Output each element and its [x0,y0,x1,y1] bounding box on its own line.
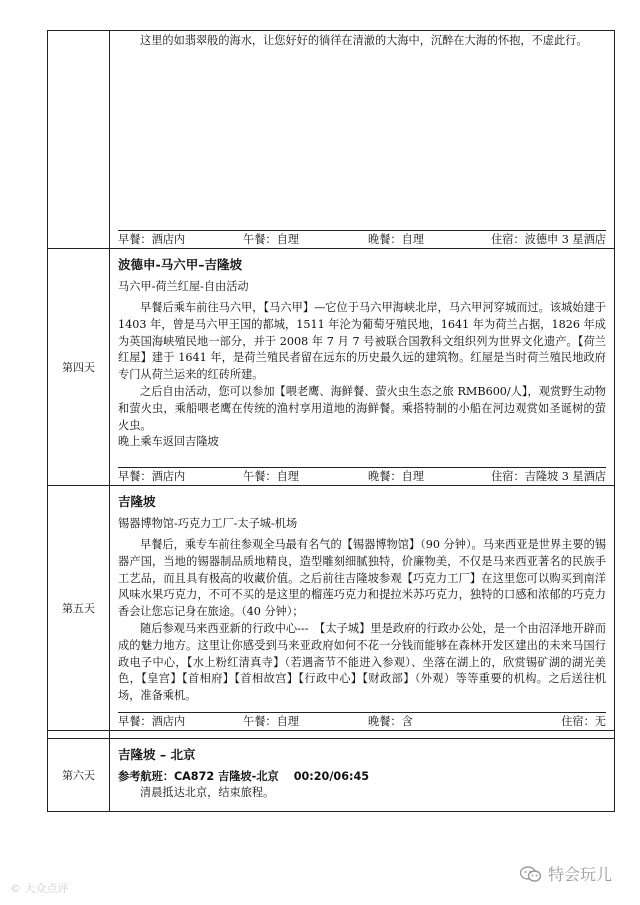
day4-title: 波德申-马六甲–吉隆坡 [118,257,242,272]
day5-breakfast: 早餐：酒店内 [118,715,186,728]
day3-lunch: 午餐：自理 [243,233,299,246]
day5-row [48,486,614,731]
day3-dinner: 晚餐：自理 [368,233,424,246]
day4-meals [118,467,606,485]
day4-lunch: 午餐：自理 [243,470,299,483]
day5-content [110,486,614,730]
day6-content [110,739,614,811]
spacer-content [110,731,614,738]
watermark-left: © 大众点评 [10,882,69,895]
day4-paragraph-2: 之后自由活动，您可以参加【喂老鹰、海鲜餐、萤火虫生态之旅 RMB600/人】，观赏野生动物和萤火虫，乘船喂老鹰在传统的渔村享用道地的海鲜餐。乘搭特制的小船在河边观赏如圣诞树的萤火虫。 [118,384,606,432]
day5-hotel: 住宿：无 [561,715,606,728]
day5-subtitle: 锡器博物馆-巧克力工厂-太子城-机场 [118,517,298,530]
day5-meals [118,712,606,730]
day3-hotel: 住宿：波德申 3 星酒店 [491,233,606,246]
day4-hotel: 住宿：吉隆坡 3 星酒店 [491,470,606,483]
day4-content [110,249,614,485]
day6-title: 吉隆坡 – 北京 [118,747,196,762]
day3-text: 这里的如翡翠般的海水，让您好好的徜徉在清澈的大海中，沉醉在大海的怀抱，不虚此行。 [140,34,588,47]
day6-label: 第六天 [48,739,110,811]
day4-label: 第四天 [48,249,110,485]
day5-paragraph-2: 随后参观马来西亚新的行政中心--- 【太子城】里是政府的行政办公处，是一个由沼泽地开辟而成的魅力地方。这里让你感受到马来亚政府如何不花一分钱而能够在森林开发区建出的未来马国行政电子中心，【水上粉红清真寺】（若遇斋节不能进入参观）、坐落在湖上的，欣赏锡矿湖的湖光美色，【皇宫】【首相府】【首相故宫】【行政中心】【财政部】（外观）等等重要的机构。之后送往机场，准备乘机。 [118,621,606,703]
day5-label: 第五天 [48,486,110,730]
day3-content [110,31,614,248]
day5-paragraph-1: 早餐后，乘专车前往参观全马最有名气的【锡器博物馆】（90 分钟）。马来西亚是世界主要的锡器产国，当地的锡器制品质地精良，造型雕刻细腻独特，价廉物美，不仅是马来西亚著名的民族手工艺品，而且具有极高的收藏价值。之后前往吉隆坡参观【巧克力工厂】在这里您可以购买到南洋风味水果巧克力，不可不买的是这里的榴莲巧克力和提拉米苏巧克力，独特的口感和浓郁的巧克力香会让您忘记身在旅途。（40 分钟）； [118,538,606,619]
day3-breakfast: 早餐：酒店内 [118,233,186,246]
day5-title: 吉隆坡 [118,494,156,509]
day4-paragraph-1: 早餐后乘车前往马六甲，【马六甲】—它位于马六甲海峡北岸，马六甲河穿城而过。该城始建于 1403 年，曾是马六甲王国的都城，1511 年沦为葡萄牙殖民地，1641 年为荷兰占据，1826 年成为英国海峡殖民地一部分，并于 2008 年 7 月 7 号被联合国教科文组织列为世界文化遗产。【荷兰红屋】建于 1641 年，是荷兰殖民者留在远东的历史最久远的建筑物。红屋是当时荷兰殖民地政府专门从荷兰运来的红砖所建。 [118,301,606,382]
day5-lunch: 午餐：自理 [243,715,299,728]
day4-subtitle: 马六甲-荷兰红屋-自由活动 [118,280,249,293]
day6-row [48,739,614,811]
day4-dinner: 晚餐：自理 [368,470,424,483]
day4-row [48,249,614,486]
watermark-right [520,862,612,885]
itinerary-table [47,30,615,812]
spacer-cell [48,731,110,738]
day4-paragraph-3: 晚上乘车返回吉隆坡 [118,435,219,449]
wechat-icon [520,865,542,883]
watermark-right-text: 特会玩儿 [547,865,612,884]
day4-breakfast: 早餐：酒店内 [118,470,186,483]
day6-flight: 参考航班：CA872 吉隆坡-北京 00:20/06:45 [118,770,370,783]
day3-row [48,31,614,249]
day3-label-cell [48,31,110,248]
day3-meals [118,230,606,248]
spacer-row [48,731,614,739]
day6-arrival: 清晨抵达北京，结束旅程。 [140,786,275,799]
day5-dinner: 晚餐：含 [368,715,413,728]
